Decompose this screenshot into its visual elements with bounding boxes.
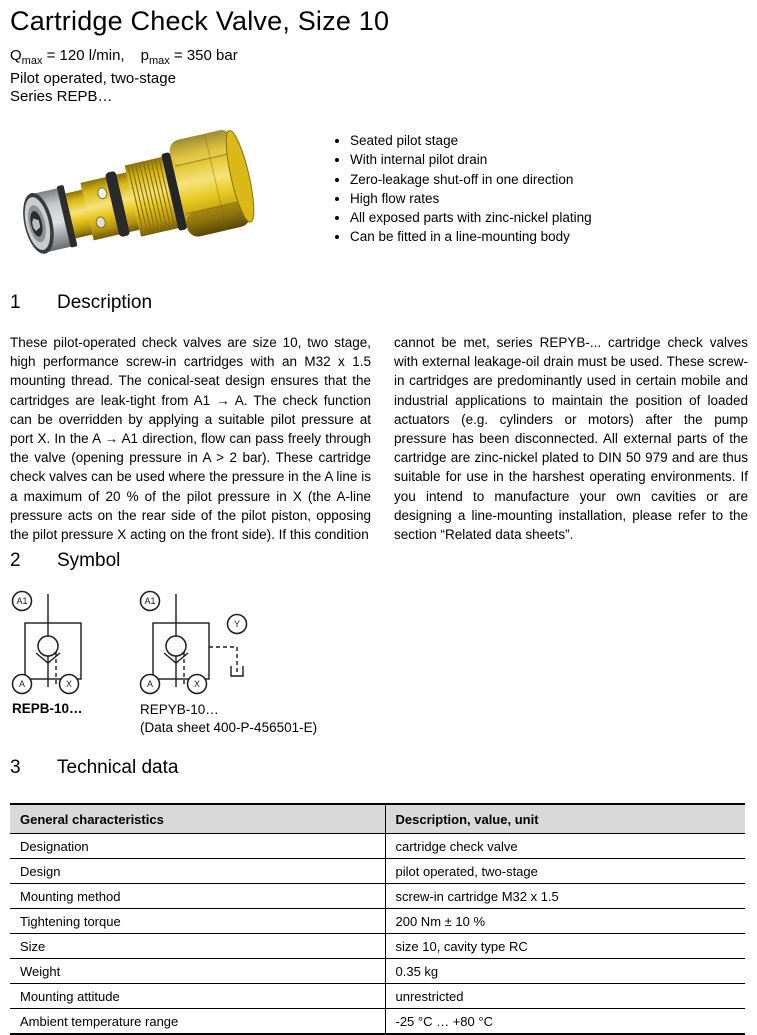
symbol-caption-repyb [140,701,317,736]
hydraulic-symbol-repb [8,590,123,703]
row-label: Designation [10,834,385,859]
feature-item: • Seated pilot stage [350,131,749,150]
table-row [10,909,745,934]
check-valve-symbol [8,590,123,698]
symbol-caption-repb: REPB-10… [12,701,83,716]
port-label: X [193,679,201,689]
row-value: pilot operated, two-stage [385,859,745,884]
table-row [10,834,745,859]
port-label: A1 [16,596,28,606]
section-title: Technical data [57,757,179,778]
cartridge-valve-illustration [6,126,258,278]
feature-item: • With internal pilot drain [350,150,749,169]
feature-item: • High flow rates [350,189,749,208]
row-value: size 10, cavity type RC [385,934,745,959]
row-label: Mounting method [10,884,385,909]
table-row [10,1009,745,1035]
table-row [10,859,745,884]
table-row [10,959,745,984]
description-column-right: cannot be met, series REPYB-... cartridge check valves with external leakage-oil drain must be used. These screw-in cartridges are predominantly used in certain mobile and industrial applications to maintain the position of loaded actuators (e.g. cylinders or motors) after the pump pressure has been disconnected. All external parts of the cartridge are zinc-nickel plated to DIN 50 979 and are thus suitable for use in the harshest operating environments. If you intend to manufacture your own cavities or are designing a line-mounting installation, please refer to the section “Related data sheets”. [394,335,748,543]
pmax-symbol: p [140,47,149,64]
row-value: 0.35 kg [385,959,745,984]
row-label: Design [10,859,385,884]
qmax-symbol: Q [10,47,22,64]
symbol-datasheet-ref: (Data sheet 400-P-456501-E) [140,719,318,735]
page-title: Cartridge Check Valve, Size 10 [10,6,390,36]
table-row [10,984,745,1009]
row-label: Weight [10,959,385,984]
port-label: Y [233,619,241,629]
section-number: 2 [10,550,21,571]
check-valve-with-drain-symbol [136,590,271,698]
section-number: 3 [10,757,21,778]
table-row [10,934,745,959]
port-label: A [18,679,26,689]
table-row [10,884,745,909]
feature-item: • Zero-leakage shut-off in one direction [350,170,749,189]
pmax-subscript: max [148,55,170,67]
table-header-row [10,804,745,834]
section-title: Description [57,292,153,313]
column-header-characteristics: General characteristics [10,804,385,834]
row-label: Mounting attitude [10,984,385,1009]
row-value: 200 Nm ± 10 % [385,909,745,934]
row-value: screw-in cartridge M32 x 1.5 [385,884,745,909]
row-value: cartridge check valve [385,834,745,859]
spec-line-series: Series REPB… [10,88,113,105]
feature-list [337,131,749,247]
product-photo [6,126,258,278]
section-heading-technical-data [10,757,178,779]
port-label: A [146,679,154,689]
feature-item: • All exposed parts with zinc-nickel plating [350,208,749,227]
port-label: X [65,679,73,689]
spec-line-flow-pressure [10,47,238,70]
symbol-model-name: REPYB-10… [140,702,219,717]
row-label: Ambient temperature range [10,1009,385,1035]
spec-line-operation: Pilot operated, two-stage [10,70,176,87]
pmax-value: = 350 bar [169,47,238,64]
hydraulic-symbol-repyb [136,590,271,703]
row-value: -25 °C … +80 °C [395,1013,493,1029]
row-value: unrestricted [385,984,745,1009]
technical-data-table [10,803,745,1035]
section-title: Symbol [57,550,121,571]
header-specs [10,47,238,106]
qmax-subscript: max [21,55,43,67]
qmax-value: = 120 l/min, [42,47,125,64]
section-heading-symbol [10,550,120,572]
feature-item: • Can be fitted in a line-mounting body [350,227,749,246]
section-heading-description [10,292,152,314]
section-number: 1 [10,292,21,313]
port-label: A1 [144,596,156,606]
row-label: Tightening torque [10,909,385,934]
row-label: Size [10,934,385,959]
column-header-value: Description, value, unit [385,804,745,834]
description-column-left: These pilot-operated check valves are size 10, two stage, high performance screw-in cartridges with an M32 x 1.5 mounting thread. The conical-seat design ensures that the cartridges are leak-tight from A1 → A. The check function can be overridden by applying a suitable pilot pressure at port X. In the A → A1 direction, flow can pass freely through the valve (opening pressure in A > 2 bar). These cartridge check valves can be used where the pressure in the A line is a maximum of 20 % of the pilot pressure in X (the A-line pressure acts on the rear side of the pilot piston, opposing the pilot pressure X acting on the front side). If this condition [10,335,371,543]
